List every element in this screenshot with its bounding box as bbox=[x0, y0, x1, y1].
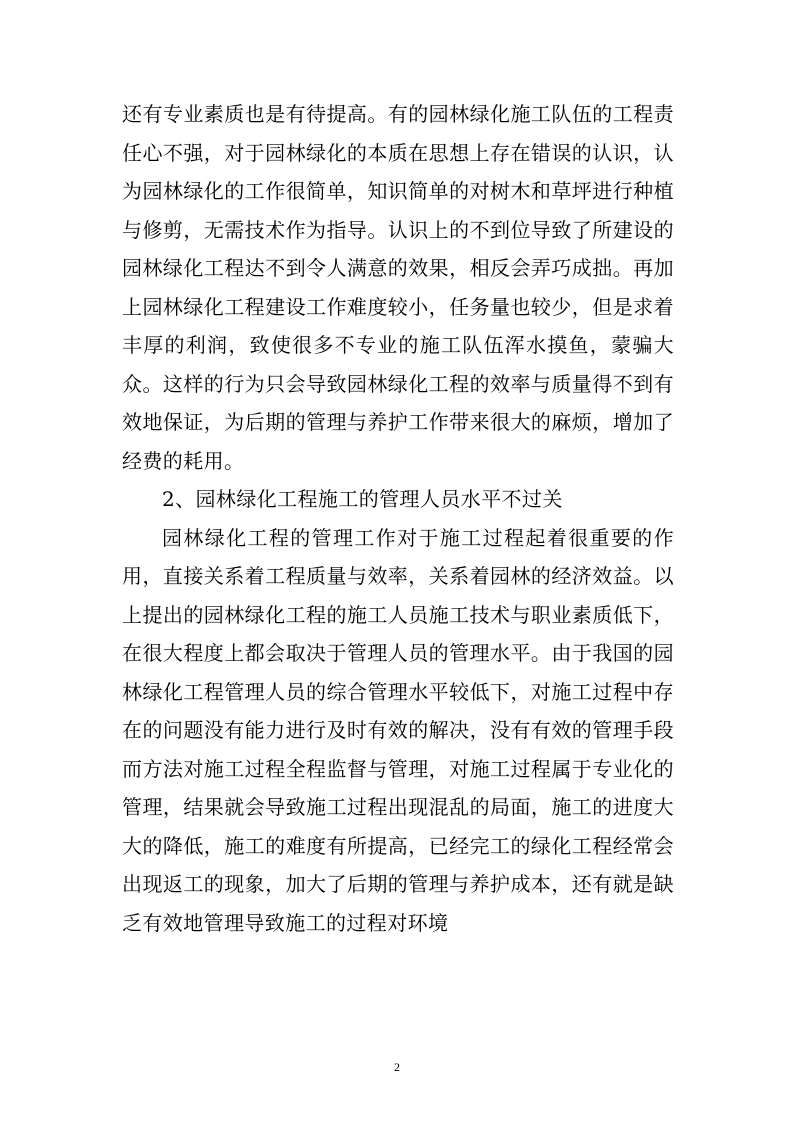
paragraph-continuation: 还有专业素质也是有待提高。有的园林绿化施工队伍的工程责任心不强，对于园林绿化的本质在思想上存在错误的认识，认为园林绿化的工作很简单，知识简单的对树木和草坪进行种植与修剪，无需技术作为指导。认识上的不到位导致了所建设的园林绿化工程达不到令人满意的效果，相反会弄巧成拙。再加上园林绿化工程建设工作难度较小，任务量也较少，但是求着丰厚的利润，致使很多不专业的施工队伍浑水摸鱼，蒙骗大众。这样的行为只会导致园林绿化工程的效率与质量得不到有效地保证，为后期的管理与养护工作带来很大的麻烦，增加了经费的耗用。 bbox=[122, 102, 674, 473]
body-text bbox=[122, 95, 674, 942]
page-number: 2 bbox=[394, 1060, 400, 1074]
paragraph-management: 园林绿化工程的管理工作对于施工过程起着很重要的作用，直接关系着工程质量与效率，关系着园林的经济效益。以上提出的园林绿化工程的施工人员施工技术与职业素质低下，在很大程度上都会取决于管理人员的管理水平。由于我国的园林绿化工程管理人员的综合管理水平较低下，对施工过程中存在的问题没有能力进行及时有效的解决，没有有效的管理手段而方法对施工过程全程监督与管理，对施工过程属于专业化的管理，结果就会导致施工过程出现混乱的局面，施工的进度大大的降低，施工的难度有所提高，已经完工的绿化工程经常会出现返工的现象，加大了后期的管理与养护成本，还有就是缺乏有效地管理导致施工的过程对环境 bbox=[122, 525, 674, 935]
section-heading: 2、园林绿化工程施工的管理人员水平不过关 bbox=[162, 487, 563, 511]
